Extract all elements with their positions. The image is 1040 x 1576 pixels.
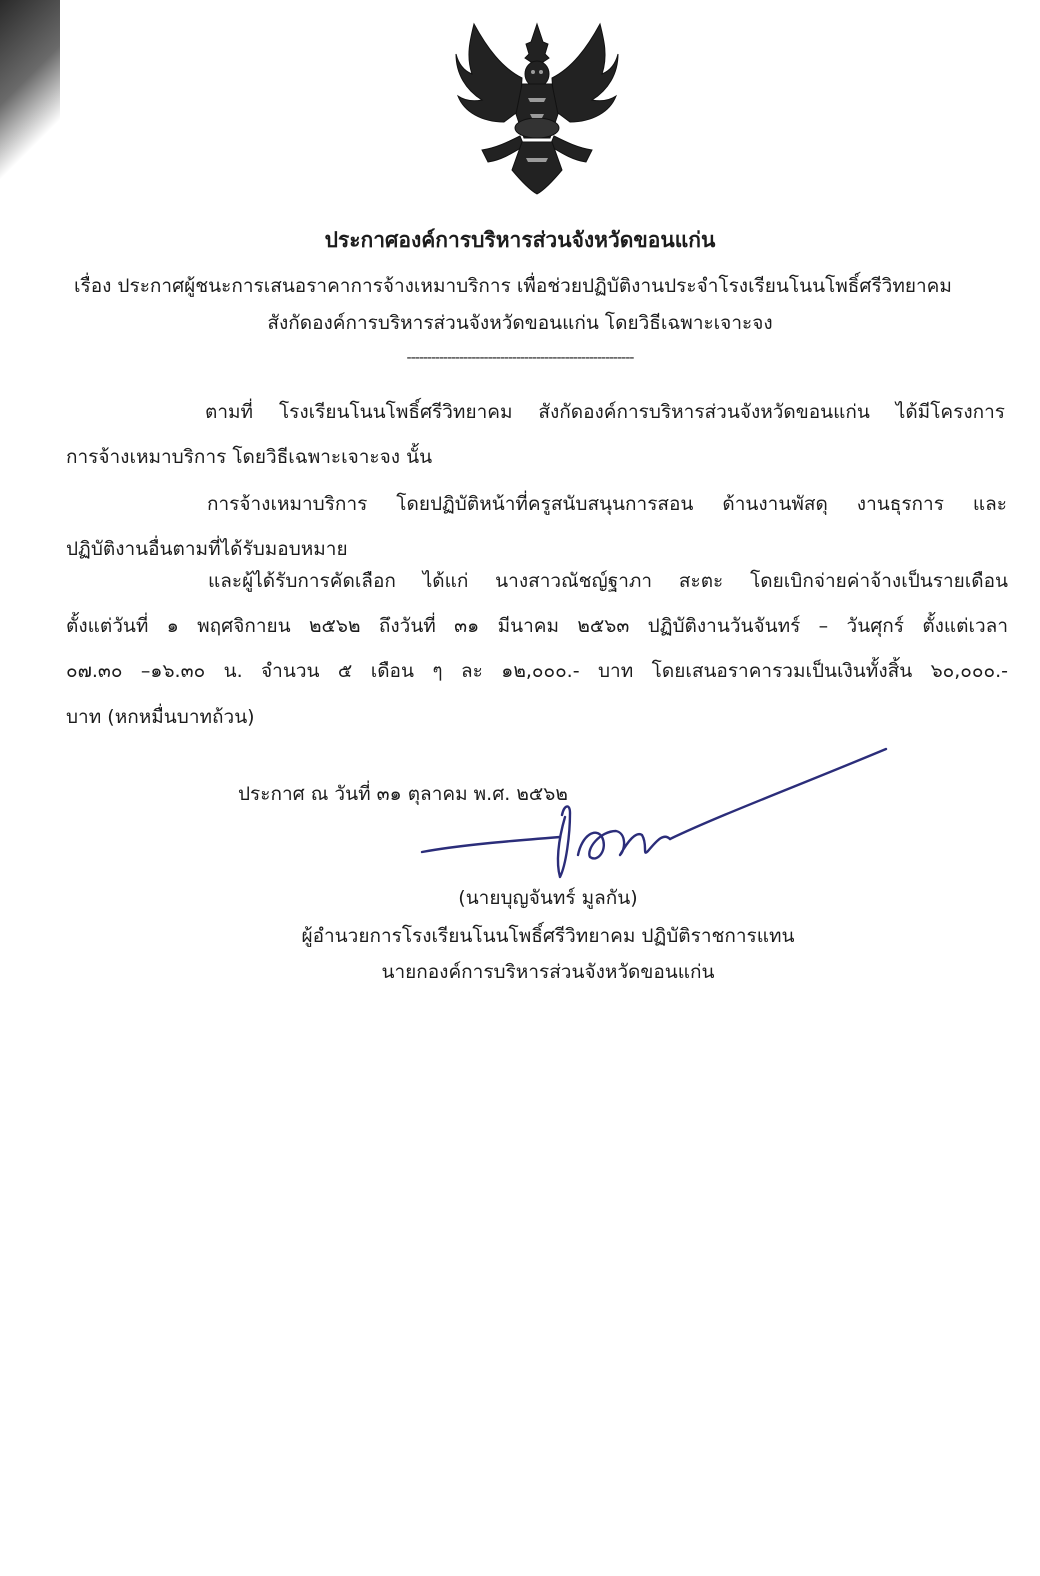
announcement-date: ประกาศ ณ วันที่ ๓๑ ตุลาคม พ.ศ. ๒๕๖๒ bbox=[238, 783, 568, 805]
handwritten-signature bbox=[420, 745, 890, 895]
subject-line-continued: สังกัดองค์การบริหารส่วนจังหวัดขอนแก่น โดยวิธีเฉพาะเจาะจง bbox=[267, 312, 773, 334]
garuda-emblem-icon bbox=[452, 18, 622, 198]
paragraph-3-line-3: ๐๗.๓๐ –๑๖.๓๐ น. จำนวน ๕ เดือน ๆ ละ ๑๒,๐๐๐.- บาท โดยเสนอราคารวมเป็นเงินทั้งสิ้น ๖๐,๐๐๐.- bbox=[66, 660, 1008, 682]
signer-position-continued: นายกองค์การบริหารส่วนจังหวัดขอนแก่น bbox=[381, 961, 715, 983]
paragraph-3-line-1: และผู้ได้รับการคัดเลือก ได้แก่ นางสาวณัชญ์ฐาภา สะตะ โดยเบิกจ่ายค่าจ้างเป็นรายเดือน bbox=[208, 570, 1008, 592]
subject-line: เรื่อง ประกาศผู้ชนะการเสนอราคาการจ้างเหมาบริการ เพื่อช่วยปฏิบัติงานประจำโรงเรียนโนนโพธิ์ศรีวิทยาคม bbox=[74, 275, 952, 297]
paragraph-1-line-1: ตามที่ โรงเรียนโนนโพธิ์ศรีวิทยาคม สังกัดองค์การบริหารส่วนจังหวัดขอนแก่น ได้มีโครงการ bbox=[205, 401, 1005, 423]
paragraph-2-line-2: ปฏิบัติงานอื่นตามที่ได้รับมอบหมาย bbox=[66, 538, 348, 560]
signer-name: (นายบุญจันทร์ มูลกัน) bbox=[458, 887, 638, 909]
paragraph-3-line-2: ตั้งแต่วันที่ ๑ พฤศจิกายน ๒๕๖๒ ถึงวันที่ ๓๑ มีนาคม ๒๕๖๓ ปฏิบัติงานวันจันทร์ – วันศุกร์ ตั้งแต่เวลา bbox=[66, 615, 1008, 637]
document-title: ประกาศองค์การบริหารส่วนจังหวัดขอนแก่น bbox=[324, 228, 716, 252]
signer-position: ผู้อำนวยการโรงเรียนโนนโพธิ์ศรีวิทยาคม ปฏิบัติราชการแทน bbox=[301, 925, 795, 947]
paragraph-3-line-4: บาท (หกหมื่นบาทถ้วน) bbox=[66, 706, 255, 728]
separator-line: -------------------------------------------------------- bbox=[406, 350, 634, 366]
paragraph-2-line-1: การจ้างเหมาบริการ โดยปฏิบัติหน้าที่ครูสนับสนุนการสอน ด้านงานพัสดุ งานธุรการ และ bbox=[207, 493, 1007, 515]
paragraph-1-line-2: การจ้างเหมาบริการ โดยวิธีเฉพาะเจาะจง นั้น bbox=[66, 446, 433, 468]
page-corner-shadow bbox=[0, 0, 60, 240]
